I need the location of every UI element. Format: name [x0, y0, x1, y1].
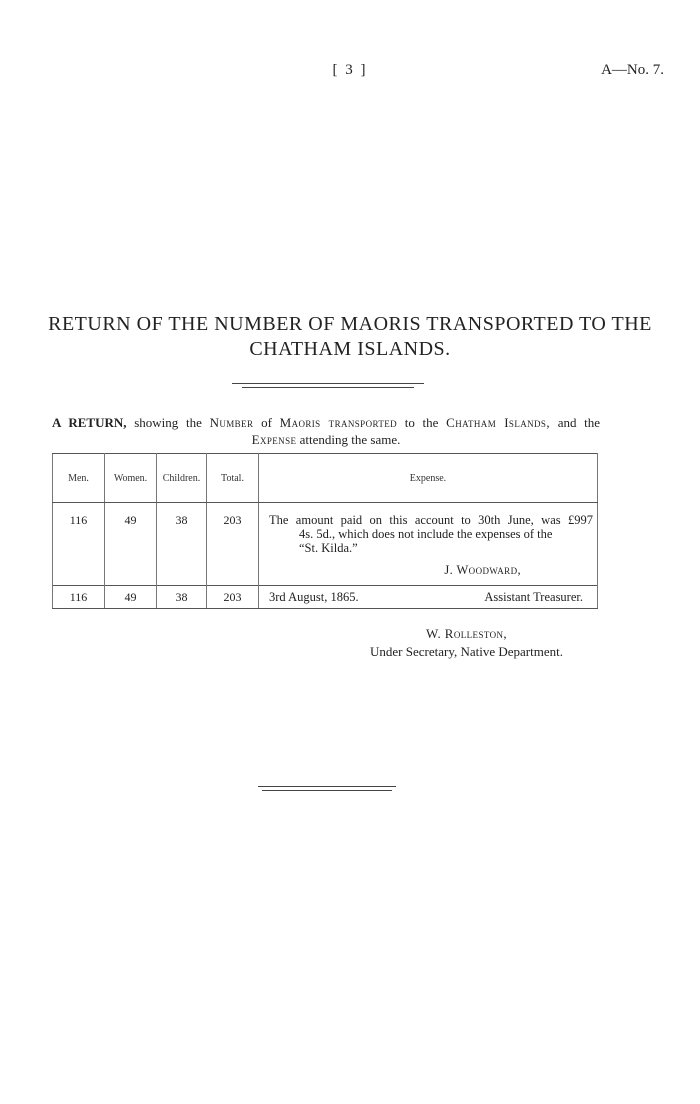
header-children: Children.	[157, 454, 207, 503]
expense-line-1: The amount paid on this account to 30th June, was £997	[269, 513, 593, 527]
cell-children: 38	[157, 503, 207, 586]
secretary-signature	[370, 625, 563, 661]
footer-divider	[258, 786, 396, 787]
return-description: A RETURN, showing the Number of Maoris transported to the Chatham Islands, and the Expense attending the same.	[52, 415, 601, 447]
document-title	[30, 312, 670, 362]
title-divider	[232, 383, 424, 384]
total-women: 49	[105, 586, 157, 609]
header-men: Men.	[53, 454, 105, 503]
title-line-2: CHATHAM ISLANDS.	[249, 338, 451, 360]
cell-men: 116	[53, 503, 105, 586]
total-total: 203	[207, 586, 259, 609]
header-women: Women.	[105, 454, 157, 503]
total-children: 38	[157, 586, 207, 609]
cell-expense	[259, 503, 598, 586]
table-header-row	[53, 454, 598, 503]
table-row	[53, 503, 598, 586]
expense-line-3: “St. Kilda.”	[299, 541, 358, 555]
secretary-name: W. Rolleston,	[426, 626, 508, 641]
totals-expense-cell	[259, 586, 598, 609]
return-label: A RETURN,	[52, 415, 127, 430]
treasurer-signature	[259, 563, 597, 577]
cell-total: 203	[207, 503, 259, 586]
expense-line-2: 4s. 5d., which does not include the expenses of the	[299, 527, 553, 541]
paper-reference: A—No. 7.	[601, 62, 664, 78]
title-line-1: RETURN OF THE NUMBER OF MAORIS TRANSPORTED TO THE	[48, 313, 652, 335]
secretary-title: Under Secretary, Native Department.	[370, 644, 563, 659]
cell-women: 49	[105, 503, 157, 586]
return-date: 3rd August, 1865.	[269, 589, 359, 604]
header-expense: Expense.	[259, 454, 598, 503]
title-divider-2	[242, 387, 414, 388]
total-men: 116	[53, 586, 105, 609]
header-total: Total.	[207, 454, 259, 503]
return-table	[52, 453, 598, 609]
treasurer-title: Assistant Treasurer.	[484, 589, 583, 604]
treasurer-name: J. Woodward,	[444, 563, 521, 577]
totals-row	[53, 586, 598, 609]
footer-divider-2	[262, 790, 392, 791]
page-number: [ 3 ]	[332, 62, 368, 78]
